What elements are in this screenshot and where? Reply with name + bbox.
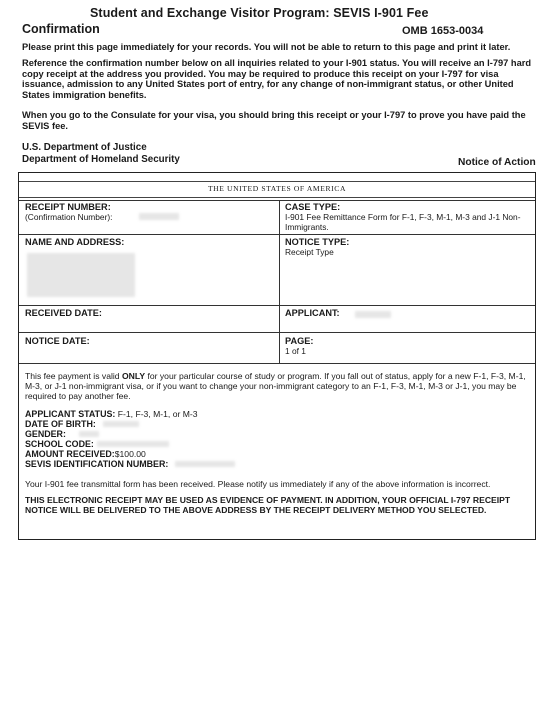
department-block <box>22 142 180 166</box>
school-code-label: SCHOOL CODE: <box>25 439 94 449</box>
applicant-label: APPLICANT: <box>285 308 340 318</box>
received-date-label: RECEIVED DATE: <box>25 308 102 318</box>
amount-label: AMOUNT RECEIVED: <box>25 449 115 459</box>
redacted-sevis-number <box>175 461 235 467</box>
fee-text-only: ONLY <box>121 371 146 381</box>
confirmation-number-label: (Confirmation Number): <box>25 212 113 222</box>
fee-text-rest: for your particular course of study or program. If you fall out of status, apply for a new F-1, F-3, M-1, M-3, or J-1 non-immigrant visa, or if you want to change your non-immigrant category to an F-1, F-3, M-1, M-3 or J-1, you may be required to pay another fee. <box>25 371 526 402</box>
redacted-confirmation-number <box>139 213 179 220</box>
notice-type-value: Receipt Type <box>285 247 334 257</box>
notice-date-label: NOTICE DATE: <box>25 336 90 346</box>
amount-value: $100.00 <box>114 449 146 459</box>
electronic-receipt-notice: THIS ELECTRONIC RECEIPT MAY BE USED AS EVIDENCE OF PAYMENT. IN ADDITION, YOUR OFFICIAL I-797 RECEIPT NOTICE WILL BE DELIVERED TO THE ABOVE ADDRESS BY THE RECEIPT DELIVERY METHOD YOU SELECTED. <box>25 495 511 516</box>
notice-of-action-label: Notice of Action <box>458 157 536 168</box>
country-banner <box>19 181 535 198</box>
form-divider <box>19 234 535 235</box>
amount-line <box>25 449 146 459</box>
page-value: 1 of 1 <box>285 346 306 356</box>
dob-line <box>25 419 96 429</box>
department-justice: U.S. Department of Justice <box>22 142 147 153</box>
redacted-school-code <box>97 441 169 447</box>
fee-text-prefix: This fee payment is valid <box>25 371 122 381</box>
sevis-line <box>25 459 168 469</box>
form-divider <box>19 332 535 333</box>
receipt-number-label: RECEIPT NUMBER: <box>25 202 111 212</box>
applicant-status-label: APPLICANT STATUS: <box>25 409 116 419</box>
intro-paragraph-consulate: When you go to the Consulate for your visa, you should bring this receipt or your I-797 to prove you have paid the SEVIS fee. <box>22 110 526 131</box>
dob-label: DATE OF BIRTH: <box>25 419 96 429</box>
omb-number: OMB 1653-0034 <box>402 25 484 37</box>
school-code-line <box>25 439 94 449</box>
form-divider <box>19 305 535 306</box>
case-type-value: I-901 Fee Remittance Form for F-1, F-3, M-1, M-3 and J-1 Non-Immigrants. <box>285 212 521 232</box>
redacted-dob <box>103 421 139 427</box>
form-column-divider <box>279 200 280 363</box>
form-divider <box>19 200 535 201</box>
department-homeland-security: Department of Homeland Security <box>22 154 180 165</box>
country-banner-text: THE UNITED STATES OF AMERICA <box>207 184 347 193</box>
gender-line <box>25 429 66 439</box>
page-title: Student and Exchange Visitor Program: SEVIS I-901 Fee <box>90 6 429 20</box>
receipt-form-box <box>18 172 536 540</box>
page-subtitle: Confirmation <box>22 22 100 36</box>
intro-paragraph-reference: Reference the confirmation number below on all inquiries related to your I-901 status. You will receive an I-797 hard copy receipt at the address you provided. You may be required to produce this receipt on your I-797 for visa issuance, admission to any United States port of entry, for any change of non-immigrant status, or other United States immigration benefits. <box>22 58 532 100</box>
redacted-applicant <box>355 311 391 318</box>
case-type-label: CASE TYPE: <box>285 202 341 212</box>
form-divider <box>19 363 535 364</box>
applicant-status-value: F-1, F-3, M-1, or M-3 <box>117 409 198 419</box>
intro-paragraph-print: Please print this page immediately for your records. You will not be able to return to this page and print it later. <box>22 42 511 52</box>
page-label: PAGE: <box>285 336 314 346</box>
fee-validity-paragraph <box>25 371 531 402</box>
redacted-gender <box>79 431 99 437</box>
sevis-label: SEVIS IDENTIFICATION NUMBER: <box>25 459 169 469</box>
notice-type-label: NOTICE TYPE: <box>285 237 350 247</box>
name-address-label: NAME AND ADDRESS: <box>25 237 125 247</box>
transmittal-notice: Your I-901 fee transmittal form has been received. Please notify us immediately if any of the above information is incorrect. <box>25 479 491 489</box>
applicant-status-line <box>25 409 198 419</box>
gender-label: GENDER: <box>25 429 66 439</box>
redacted-name-address <box>27 253 135 297</box>
